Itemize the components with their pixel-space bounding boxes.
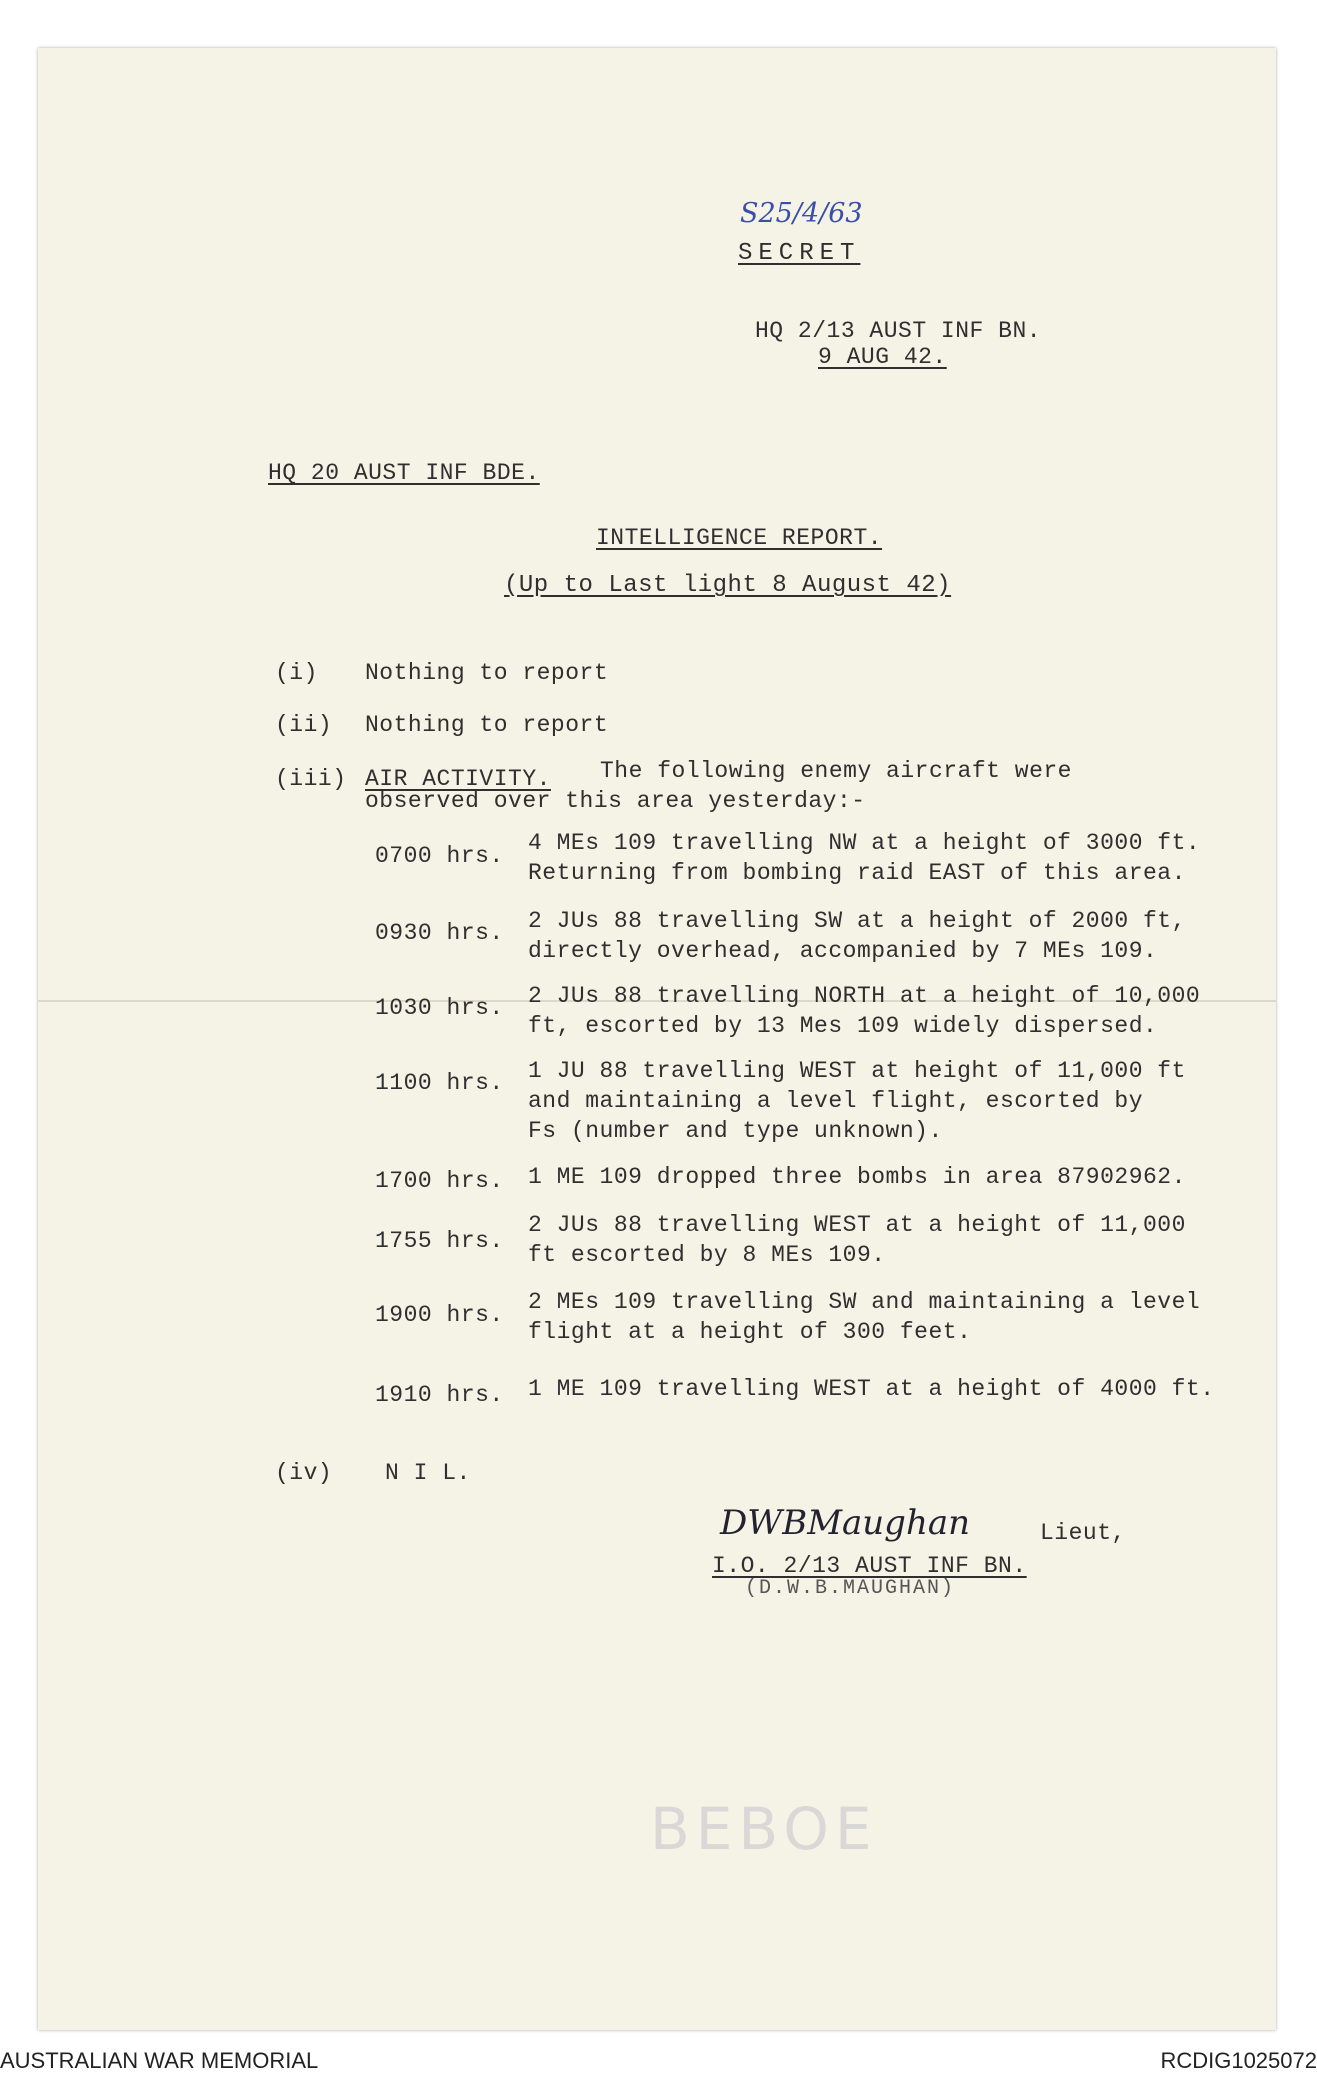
entry-time: 1755 hrs. <box>375 1228 504 1254</box>
entry-time: 0700 hrs. <box>375 843 504 869</box>
signature-rank: Lieut, <box>1040 1520 1126 1546</box>
entry-text: 2 JUs 88 travelling SW at a height of 2000 ft, directly overhead, accompanied by 7 MEs 109. <box>528 908 1186 964</box>
file-reference: S25/4/63 <box>740 198 863 229</box>
entry-text: 2 JUs 88 travelling WEST at a height of 11,000 ft escorted by 8 MEs 109. <box>528 1212 1186 1268</box>
item-text: Nothing to report <box>365 712 609 738</box>
item-text: observed over this area yesterday:- <box>365 788 866 814</box>
archive-id: RCDIG1025072 <box>1160 2048 1317 2073</box>
faint-stamp: BEBOE <box>650 1795 878 1863</box>
entry-time: 1900 hrs. <box>375 1302 504 1328</box>
handwritten-signature: DWBMaughan <box>720 1503 971 1543</box>
entry-text: 4 MEs 109 travelling NW at a height of 3000 ft. Returning from bombing raid EAST of this area. <box>528 830 1201 886</box>
entry-text: 1 ME 109 dropped three bombs in area 87902962. <box>528 1164 1186 1190</box>
item-number: (iv) <box>275 1460 333 1486</box>
signature-name: (D.W.B.MAUGHAN) <box>745 1577 956 1600</box>
report-title: INTELLIGENCE REPORT. <box>596 525 883 551</box>
classification-stamp: SECRET <box>738 240 861 267</box>
from-unit: HQ 2/13 AUST INF BN. <box>755 318 1042 344</box>
archive-credit: AUSTRALIAN WAR MEMORIAL <box>0 2048 319 2073</box>
item-text: N I L. <box>385 1460 471 1486</box>
air-activity-heading: AIR ACTIVITY. <box>365 766 551 792</box>
item-number: (ii) <box>275 712 333 738</box>
item-number: (i) <box>275 660 318 686</box>
entry-text: 1 JU 88 travelling WEST at height of 11,000 ft and maintaining a level flight, escorted by Fs (number and type unknown). <box>528 1058 1186 1144</box>
entry-text: 1 ME 109 travelling WEST at a height of 4000 ft. <box>528 1376 1215 1402</box>
entry-text: 2 JUs 88 travelling NORTH at a height of 10,000 ft, escorted by 13 Mes 109 widely dispersed. <box>528 983 1201 1039</box>
entry-time: 0930 hrs. <box>375 920 504 946</box>
item-text: The following enemy aircraft were <box>600 758 1072 784</box>
report-date: 9 AUG 42. <box>818 344 947 370</box>
entry-time: 1910 hrs. <box>375 1382 504 1408</box>
signature-appointment: I.O. 2/13 AUST INF BN. <box>712 1553 1027 1579</box>
addressee: HQ 20 AUST INF BDE. <box>268 460 540 486</box>
entry-time: 1700 hrs. <box>375 1168 504 1194</box>
item-number: (iii) <box>275 766 347 792</box>
report-period: (Up to Last light 8 August 42) <box>504 572 952 599</box>
entry-time: 1100 hrs. <box>375 1070 504 1096</box>
entry-time: 1030 hrs. <box>375 995 504 1021</box>
item-text: Nothing to report <box>365 660 609 686</box>
entry-text: 2 MEs 109 travelling SW and maintaining a level flight at a height of 300 feet. <box>528 1289 1201 1345</box>
